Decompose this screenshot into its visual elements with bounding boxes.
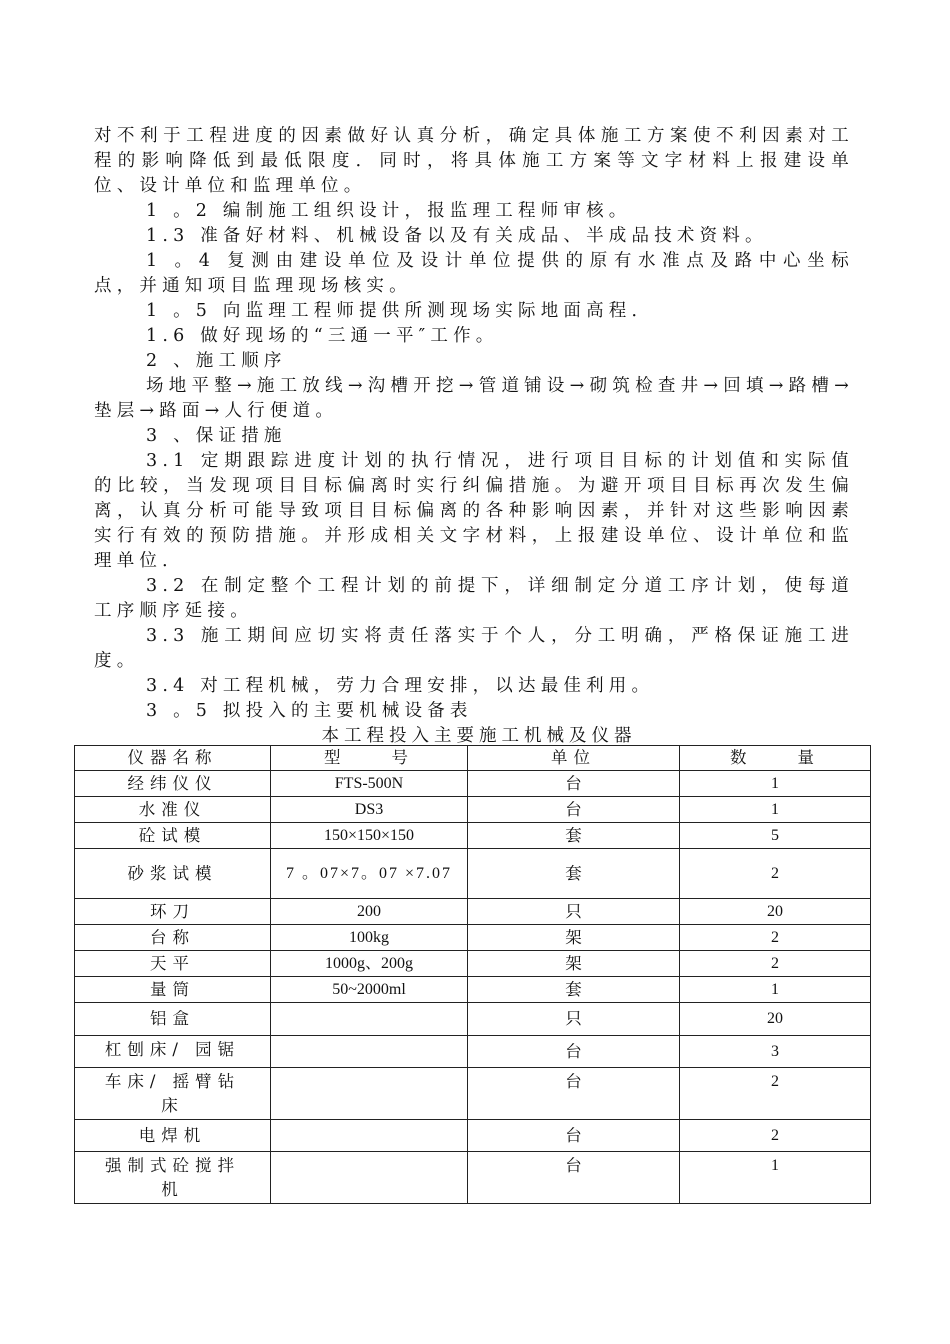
cell-name: 天平 <box>75 951 271 977</box>
cell-unit: 套 <box>468 849 680 899</box>
cell-qty: 1 <box>680 797 871 823</box>
paragraph-sequence-flow: 场地平整→施工放线→沟槽开挖→管道铺设→砌筑检查井→回填→路槽→垫层→路面→人行便道。 <box>94 376 854 421</box>
cell-qty: 20 <box>680 1003 871 1036</box>
paragraph-1-6: 1.6 做好现场的“三通一平″工作。 <box>146 326 499 346</box>
cell-model: 100kg <box>271 925 468 951</box>
cell-unit: 只 <box>468 1003 680 1036</box>
table-header-row <box>75 746 871 771</box>
header-instrument-name: 仪器名称 <box>75 746 271 771</box>
paragraph-1-4: 1 。4 复测由建设单位及设计单位提供的原有水准点及路中心坐标点，并通知项目监理现场核实。 <box>94 251 854 296</box>
cell-unit: 台 <box>468 1152 680 1204</box>
paragraph-3-2: 3.2 在制定整个工程计划的前提下，详细制定分道工序计划，使每道工序顺序延接。 <box>94 576 854 621</box>
table-row <box>75 1003 871 1036</box>
heading-guarantee-measures: 3 、保证措施 <box>146 426 287 446</box>
cell-name: 杠刨床/ 园锯 <box>75 1036 271 1068</box>
cell-model: 7 。07×7。07 ×7.07 <box>271 849 468 899</box>
table-row <box>75 977 871 1003</box>
table-row <box>75 797 871 823</box>
cell-qty: 2 <box>680 1120 871 1152</box>
cell-qty: 2 <box>680 1068 871 1120</box>
cell-unit: 台 <box>468 1120 680 1152</box>
cell-qty: 2 <box>680 849 871 899</box>
cell-model <box>271 1120 468 1152</box>
cell-qty: 1 <box>680 771 871 797</box>
paragraph-1-2: 1 。2 编制施工组织设计，报监理工程师审核。 <box>146 201 632 221</box>
cell-name: 砼试模 <box>75 823 271 849</box>
cell-model <box>271 1068 468 1120</box>
table-row <box>75 849 871 899</box>
cell-unit: 台 <box>468 1036 680 1068</box>
cell-qty: 3 <box>680 1036 871 1068</box>
header-quantity: 数 量 <box>680 746 871 771</box>
cell-name: 水准仪 <box>75 797 271 823</box>
cell-name: 量筒 <box>75 977 271 1003</box>
cell-unit: 架 <box>468 925 680 951</box>
cell-qty: 2 <box>680 925 871 951</box>
cell-model: 200 <box>271 899 468 925</box>
table-caption: 本工程投入主要施工机械及仪器 <box>321 726 637 746</box>
cell-name: 强制式砼搅拌机 <box>75 1152 271 1204</box>
table-row <box>75 1152 871 1204</box>
cell-model: DS3 <box>271 797 468 823</box>
cell-unit: 架 <box>468 951 680 977</box>
cell-model: FTS-500N <box>271 771 468 797</box>
paragraph-3-1: 3.1 定期跟踪进度计划的执行情况，进行项目目标的计划值和实际值的比较，当发现项目目标偏离时实行纠偏措施。为避开项目目标再次发生偏离，认真分析可能导致项目目标偏离的各种影响因素，并针对这些影响因素实行有效的预防措施。并形成相关文字材料，上报建设单位、设计单位和监理单位． <box>94 451 854 571</box>
paragraph-3-4: 3.4 对工程机械，劳力合理安排，以达最佳利用。 <box>146 676 655 696</box>
table-row <box>75 771 871 797</box>
cell-qty: 20 <box>680 899 871 925</box>
header-model: 型 号 <box>271 746 468 771</box>
paragraph-3-3: 3.3 施工期间应切实将责任落实于个人，分工明确，严格保证施工进度。 <box>94 626 854 671</box>
table-row <box>75 899 871 925</box>
cell-unit: 台 <box>468 797 680 823</box>
heading-construction-sequence: 2 、施工顺序 <box>146 351 287 371</box>
cell-model: 50~2000ml <box>271 977 468 1003</box>
cell-name: 铝盒 <box>75 1003 271 1036</box>
paragraph-3-5: 3 。5 拟投入的主要机械设备表 <box>146 701 473 721</box>
document-body <box>94 124 854 748</box>
cell-name: 经纬仪仪 <box>75 771 271 797</box>
header-unit: 单位 <box>468 746 680 771</box>
cell-model: 1000g、200g <box>271 951 468 977</box>
cell-unit: 只 <box>468 899 680 925</box>
cell-qty: 1 <box>680 977 871 1003</box>
cell-name: 车床/ 摇臂钻床 <box>75 1068 271 1120</box>
cell-qty: 5 <box>680 823 871 849</box>
cell-qty: 1 <box>680 1152 871 1204</box>
table-row <box>75 925 871 951</box>
paragraph-intro: 对不利于工程进度的因素做好认真分析，确定具体施工方案使不利因素对工程的影响降低到最低限度．同时，将具体施工方案等文字材料上报建设单位、设计单位和监理单位。 <box>94 126 854 196</box>
table-row <box>75 1068 871 1120</box>
table-row <box>75 951 871 977</box>
cell-unit: 套 <box>468 977 680 1003</box>
paragraph-1-3: 1.3 准备好材料、机械设备以及有关成品、半成品技术资料。 <box>146 226 768 246</box>
cell-unit: 套 <box>468 823 680 849</box>
cell-name: 台称 <box>75 925 271 951</box>
table-row <box>75 823 871 849</box>
equipment-table <box>74 745 871 1204</box>
cell-name: 砂浆试模 <box>75 849 271 899</box>
cell-model <box>271 1003 468 1036</box>
cell-name: 环刀 <box>75 899 271 925</box>
cell-model: 150×150×150 <box>271 823 468 849</box>
cell-model <box>271 1152 468 1204</box>
cell-name: 电焊机 <box>75 1120 271 1152</box>
cell-unit: 台 <box>468 771 680 797</box>
cell-qty: 2 <box>680 951 871 977</box>
cell-model <box>271 1036 468 1068</box>
cell-unit: 台 <box>468 1068 680 1120</box>
table-row <box>75 1036 871 1068</box>
paragraph-1-5: 1 。5 向监理工程师提供所测现场实际地面高程． <box>146 301 655 321</box>
table-row <box>75 1120 871 1152</box>
